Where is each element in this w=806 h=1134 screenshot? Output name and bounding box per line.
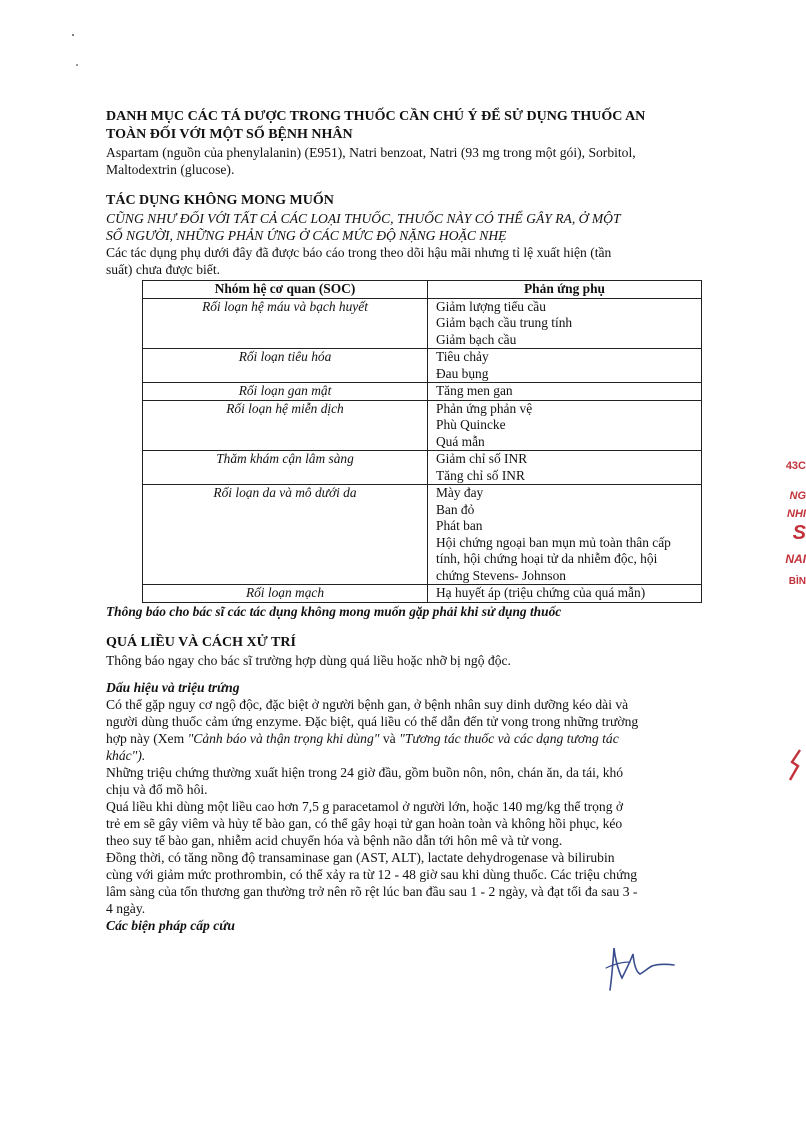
stamp-text: S: [792, 522, 806, 544]
scan-speck: [72, 34, 74, 36]
stamp-text: NAI: [785, 552, 806, 566]
reaction-item: Phản ứng phản vệ: [436, 400, 533, 416]
reaction-item: Tăng chỉ số INR: [436, 467, 525, 483]
adverse-subheading-cont: SỐ NGƯỜI, NHỮNG PHẢN ỨNG Ở CÁC MỨC ĐỘ NẶNG HOẶC NHẸ: [106, 228, 507, 243]
reaction-item: tính, hội chứng hoại tử da nhiễm độc, hội: [436, 551, 658, 566]
soc-cell: Rối loạn mạch: [143, 585, 428, 603]
column-header-soc: Nhóm hệ cơ quan (SOC): [143, 281, 428, 299]
reaction-cell: [428, 585, 702, 603]
emergency-subheading: Các biện pháp cấp cứu: [106, 917, 235, 933]
reaction-cell: [428, 451, 702, 485]
excipients-text: Aspartam (nguồn của phenylalanin) (E951), Natri benzoat, Natri (93 mg trong một gói), Sorbitol,: [106, 145, 636, 160]
stamp-edge-mark: [788, 748, 800, 782]
table-row: [143, 485, 702, 585]
soc-cell: Rối loạn da và mô dưới da: [143, 485, 428, 585]
reaction-item: Hội chứng ngoại ban mụn mủ toàn thân cấp: [436, 534, 671, 550]
table-header-row: [143, 281, 702, 299]
cross-reference-interactions: "Tương tác thuốc và các dạng tương tác: [399, 730, 619, 746]
adverse-intro-cont: suất) chưa được biết.: [106, 262, 221, 277]
reaction-item: Tăng men gan: [436, 383, 513, 398]
stamp-text: 43C: [785, 460, 806, 472]
column-header-reactions: Phản ứng phụ: [428, 281, 702, 299]
table-row: [143, 298, 702, 349]
reaction-cell: [428, 400, 702, 451]
adverse-notice: Thông báo cho bác sĩ các tác dụng không mong muốn gặp phải khi sử dụng thuốc: [106, 603, 562, 619]
reaction-item: Đau bụng: [436, 365, 489, 381]
scan-speck: [76, 64, 78, 66]
reaction-item: Giảm chỉ số INR: [436, 451, 528, 466]
adverse-heading: TÁC DỤNG KHÔNG MONG MUỐN: [106, 193, 334, 208]
stamp-text: NHI: [787, 508, 806, 520]
reaction-item: Phù Quincke: [436, 417, 506, 432]
soc-cell: Rối loạn gan mật: [143, 383, 428, 401]
excipients-heading: DANH MỤC CÁC TÁ DƯỢC TRONG THUỐC CẦN CHÚ Ý ĐỂ SỬ DỤNG THUỐC AN: [106, 109, 646, 124]
table-row: [143, 400, 702, 451]
excipients-heading-cont: TOÀN ĐỐI VỚI MỘT SỐ BỆNH NHÂN: [106, 127, 353, 142]
cross-reference-warnings: "Cảnh báo và thận trọng khi dùng": [187, 730, 380, 746]
overdose-intro: Thông báo ngay cho bác sĩ trường hợp dùng quá liều hoặc nhỡ bị ngộ độc.: [106, 652, 511, 668]
reaction-cell: [428, 298, 702, 349]
overdose-paragraph-3: Quá liều khi dùng một liều cao hơn 7,5 g paracetamol ở người lớn, hoặc 140 mg/kg thể trọng ở: [106, 798, 624, 814]
table-body: [143, 298, 702, 602]
reaction-item: Ban đỏ: [436, 501, 475, 517]
reaction-cell: [428, 383, 702, 401]
excipients-text-cont: Maltodextrin (glucose).: [106, 162, 235, 177]
reaction-cell: [428, 485, 702, 585]
table-row: [143, 383, 702, 401]
soc-cell: Rối loạn hệ máu và bạch huyết: [143, 298, 428, 349]
overdose-paragraph-4: Đồng thời, có tăng nồng độ transaminase gan (AST, ALT), lactate dehydrogenase và bilirubin: [106, 849, 615, 865]
stamp-text: NG: [789, 490, 806, 502]
handwritten-signature-icon: [600, 940, 678, 992]
reaction-item: Giảm bạch cầu: [436, 331, 517, 347]
soc-cell: Thăm khám cận lâm sàng: [143, 451, 428, 485]
table-row: [143, 349, 702, 383]
reaction-cell: [428, 349, 702, 383]
table-row: [143, 451, 702, 485]
stamp-text: BÌN: [788, 576, 806, 587]
reaction-item: Giảm lượng tiểu cầu: [436, 298, 546, 314]
overdose-paragraph-2: Những triệu chứng thường xuất hiện trong 24 giờ đầu, gồm buồn nôn, nôn, chán ăn, da tái, khó: [106, 764, 624, 780]
reaction-item: Quá mẫn: [436, 433, 485, 449]
overdose-paragraph-1: Có thể gặp nguy cơ ngộ độc, đặc biệt ở người bệnh gan, ở bệnh nhân suy dinh dưỡng kéo dài và: [106, 696, 629, 712]
reaction-item: chứng Stevens- Johnson: [436, 567, 566, 583]
red-stamp-fragment: [770, 456, 806, 596]
adverse-subheading: CŨNG NHƯ ĐỐI VỚI TẤT CẢ CÁC LOẠI THUỐC, THUỐC NÀY CÓ THỂ GÂY RA, Ở MỘT: [106, 211, 621, 226]
reaction-item: Hạ huyết áp (triệu chứng của quá mẫn): [436, 585, 646, 600]
soc-cell: Rối loạn hệ miễn dịch: [143, 400, 428, 451]
table-row: [143, 585, 702, 603]
soc-cell: Rối loạn tiêu hóa: [143, 349, 428, 383]
reaction-item: Tiêu chảy: [436, 349, 489, 364]
reaction-item: Mày đay: [436, 485, 484, 500]
overdose-heading: QUÁ LIỀU VÀ CÁCH XỬ TRÍ: [106, 634, 296, 650]
signs-subheading: Dấu hiệu và triệu trứng: [106, 679, 240, 695]
adverse-intro: Các tác dụng phụ dưới đây đã được báo cáo trong theo dõi hậu mãi nhưng tỉ lệ xuất hiện (tần: [106, 245, 612, 260]
document-page: DANH MỤC CÁC TÁ DƯỢC TRONG THUỐC CẦN CHÚ Ý ĐỂ SỬ DỤNG THUỐC AN TOÀN ĐỐI VỚI MỘT SỐ BỆNH NHÂN Aspartam (nguồn của phenylalanin) (E951), Natri benzoat, Natri (93 mg trong một gói), Sorbitol, Maltodextrin (glucose). TÁC DỤNG KHÔNG MONG MUỐN CŨNG NHƯ ĐỐI VỚI TẤT CẢ CÁC LOẠI THUỐC, THUỐC NÀY CÓ THỂ GÂY RA, Ở MỘT SỐ NGƯỜI, NHỮNG PHẢN ỨNG Ở CÁC MỨC ĐỘ NẶNG HOẶC NHẸ Các tác dụng phụ dưới đây đã được báo cáo trong theo dõi hậu mãi nhưng tỉ lệ xuất hiện (tần suất) chưa được biết. Nhóm hệ cơ quan (SOC) Phản ứng phụ Rối loạn hệ máu và bạch huyết Giảm lượng tiểu cầu Giảm bạch cầu trung tính Giảm bạch cầu Rối loạn tiêu hóa Tiêu chảy Đau bụng Rối loạn gan mật Tăng men gan Rối loạn hệ miễn dịch Phản ứng phản vệ Phù Quincke Quá mẫn Thăm khám cận lâm sàng Giảm chỉ số INR Tăng chỉ số INR Rối loạn da và mô dưới da Mày đay Ban đỏ Phát ban Hội chứng ngoại ban mụn mủ toàn thân cấp tính, hội chứng hoại tử da nhiễm độc, hội chứng Stevens- Johnson Rối loạn mạch Hạ huyết áp (triệu chứng của quá mẫn) Thông báo cho bác sĩ các tác dụng không mong muốn gặp phải khi sử dụng thuốc QUÁ LIỀU VÀ CÁCH XỬ TRÍ Thông báo ngay cho bác sĩ trường hợp dùng quá liều hoặc nhỡ bị ngộ độc. Dấu hiệu và triệu trứng Có thể gặp nguy cơ ngộ độc, đặc biệt ở người bệnh gan, ở bệnh nhân suy dinh dưỡng kéo dài và người dùng thuốc cảm ứng enzyme. Đặc biệt, quá liều có thể dẫn đến tử vong trong những trường hợp này (Xem "Cảnh báo và thận trọng khi dùng" và "Tương tác thuốc và các dạng tương tác khác"). Những triệu chứng thường xuất hiện trong 24 giờ đầu, gồm buồn nôn, nôn, chán ăn, da tái, khó chịu và đổ mồ hôi. Quá liều khi dùng một liều cao hơn 7,5 g paracetamol ở người lớn, hoặc 140 mg/kg thể trọng ở trẻ em sẽ gây viêm và hủy tế bào gan, có thể gây hoại tử gan hoàn toàn và không hồi phục, kéo theo suy tế bào gan, nhiễm acid chuyển hóa và bệnh não dẫn tới hôn mê và tử vong. Đồng thời, có tăng nồng độ transaminase gan (AST, ALT), lactate dehydrogenase và bilirubin cùng với giảm mức prothrombin, có thể xảy ra từ 12 - 48 giờ sau khi dùng thuốc. Các triệu chứng lâm sàng của tổn thương gan thường trở nên rõ rệt lúc ban đầu sau 1 - 2 ngày, và đạt tối đa sau 3 - 4 ngày. Các biện pháp cấp cứu: [106, 108, 696, 934]
reaction-item: Phát ban: [436, 518, 483, 533]
adverse-reactions-table: [142, 280, 702, 603]
reaction-item: Giảm bạch cầu trung tính: [436, 315, 573, 330]
